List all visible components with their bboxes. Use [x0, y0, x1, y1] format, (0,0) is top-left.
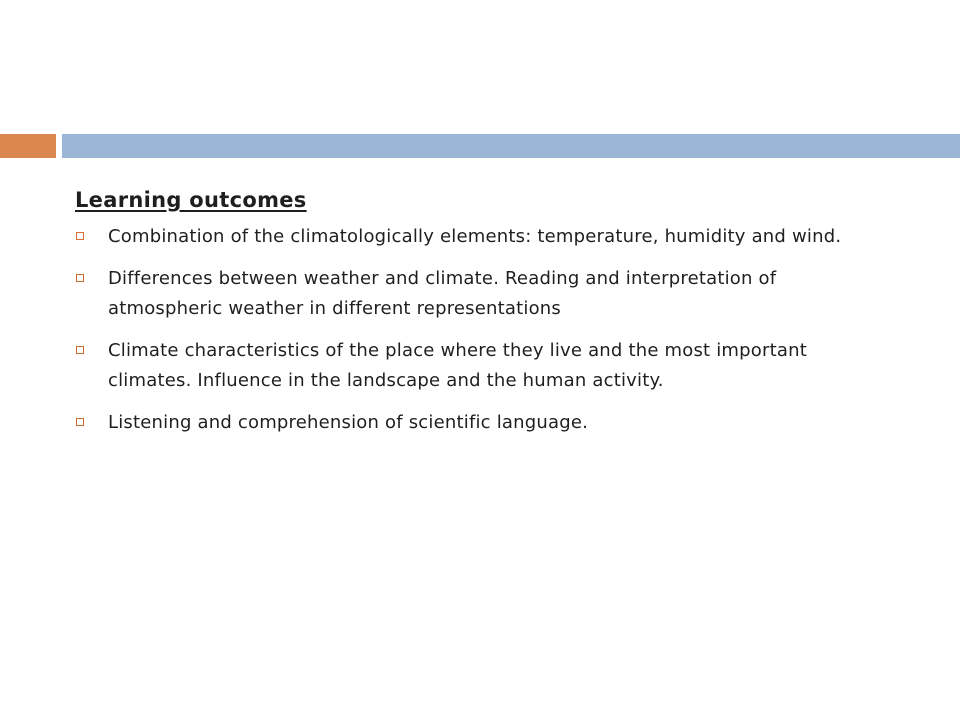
bullet-item [75, 264, 895, 324]
square-bullet-icon [76, 418, 84, 426]
slide-title: Learning outcomes [75, 188, 307, 212]
square-bullet-icon [76, 232, 84, 240]
bullet-list [75, 222, 895, 438]
accent-bar-blue [62, 134, 960, 158]
bullet-text: Listening and comprehension of scientific language. [108, 412, 589, 433]
bullet-item [75, 336, 895, 396]
bullet-text: Combination of the climatologically elements: temperature, humidity and wind. [108, 226, 842, 247]
accent-bar-orange [0, 134, 56, 158]
bullet-item [75, 222, 895, 252]
square-bullet-icon [76, 346, 84, 354]
slide-content [75, 188, 895, 450]
square-bullet-icon [76, 274, 84, 282]
bullet-item [75, 408, 895, 438]
bullet-text: Differences between weather and climate. Reading and interpretation of atmospheric weather in different representations [108, 268, 777, 319]
bullet-text: Climate characteristics of the place where they live and the most important climates. Influence in the landscape and the human activity. [108, 340, 807, 391]
